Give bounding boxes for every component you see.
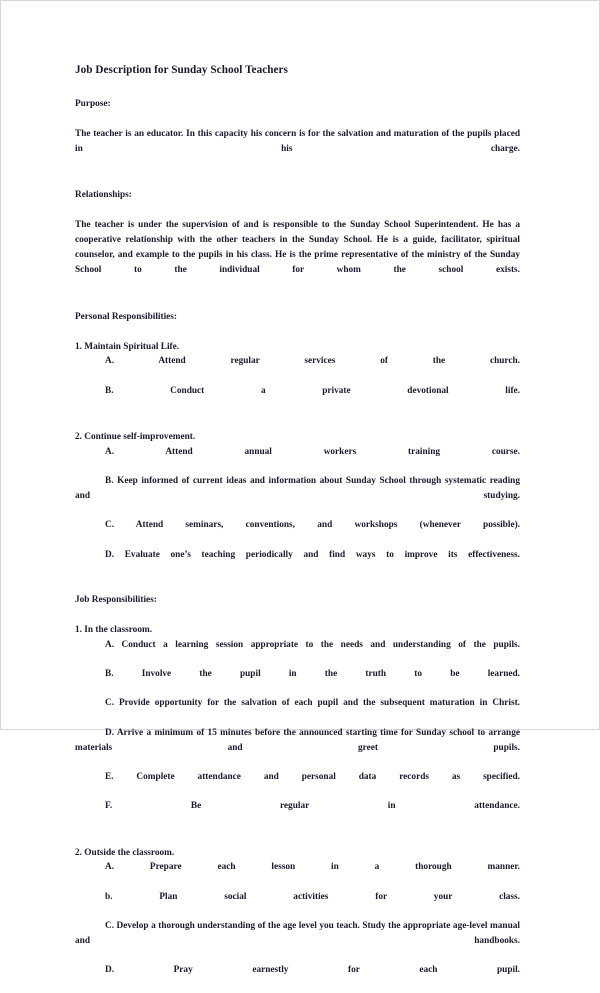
list-item: B. Keep informed of current ideas and information about Sunday School through systematic reading and studying. <box>75 476 520 501</box>
list-item: C. Develop a thorough understanding of the age level you teach. Study the appropriate age-level manual and handbooks. <box>75 921 520 946</box>
section-label-job-responsibilities: Job Responsibilities: <box>75 594 157 605</box>
list-item: D. Arrive a minimum of 15 minutes before the announced starting time for Sunday school to arrange materials and greet pupils. <box>75 727 520 753</box>
list-item: E. Complete attendance and personal data records as specified. <box>105 771 520 782</box>
list-item-number: 1. In the classroom. <box>75 625 153 635</box>
list-item: C. Provide opportunity for the salvation of each pupil and the subsequent maturation in Christ. <box>105 698 520 709</box>
section-label-personal-responsibilities: Personal Responsibilities: <box>75 311 178 322</box>
list-item: D. Evaluate one’s teaching periodically and find ways to improve its effectiveness. <box>105 549 520 560</box>
list-item: C. Attend seminars, conventions, and workshops (whenever possible). <box>105 520 520 531</box>
list-item: b. Plan social activities for your class. <box>105 891 520 902</box>
list-item: B. Conduct a private devotional life. <box>105 385 520 396</box>
list-item-number: 1. Maintain Spiritual Life. <box>75 341 180 352</box>
list-item: D. Pray earnestly for each pupil. <box>105 965 520 976</box>
page-title: Job Description for Sunday School Teachers <box>75 64 288 76</box>
section-label-relationships: Relationships: <box>75 190 132 201</box>
list-item: B. Involve the pupil in the truth to be learned. <box>105 669 520 680</box>
list-group <box>75 623 520 829</box>
list-group <box>75 846 520 993</box>
section-label-purpose: Purpose: <box>75 99 111 109</box>
list-item-number: 2. Continue self-improvement. <box>75 432 196 443</box>
list-item: A. Conduct a learning session appropriate to the needs and understanding of the pupils. <box>105 639 520 650</box>
list-item: A. Prepare each lesson in a thorough manner. <box>105 862 520 873</box>
list-item: A. Attend annual workers training course. <box>105 446 520 457</box>
document-body <box>75 63 520 993</box>
list-group <box>75 340 520 413</box>
list-group <box>75 430 520 577</box>
list-item: A. Attend regular services of the church. <box>105 356 520 367</box>
section-paragraph-purpose: The teacher is an educator. In this capacity his concern is for the salvation and maturation of the pupils placed in his charge. <box>75 129 520 155</box>
list-item: F. Be regular in attendance. <box>105 801 520 812</box>
list-item-number: 2. Outside the classroom. <box>75 847 175 858</box>
section-paragraph-relationships: The teacher is under the supervision of and is responsible to the Sunday School Superintendent. He has a cooperative relationship with the other teachers in the Sunday School. He is a guide, facilitator, spiritual counselor, and example to the pupils in his class. He is the prime representative of the ministry of the Sunday School to the individual for whom the school exists. <box>75 220 520 276</box>
